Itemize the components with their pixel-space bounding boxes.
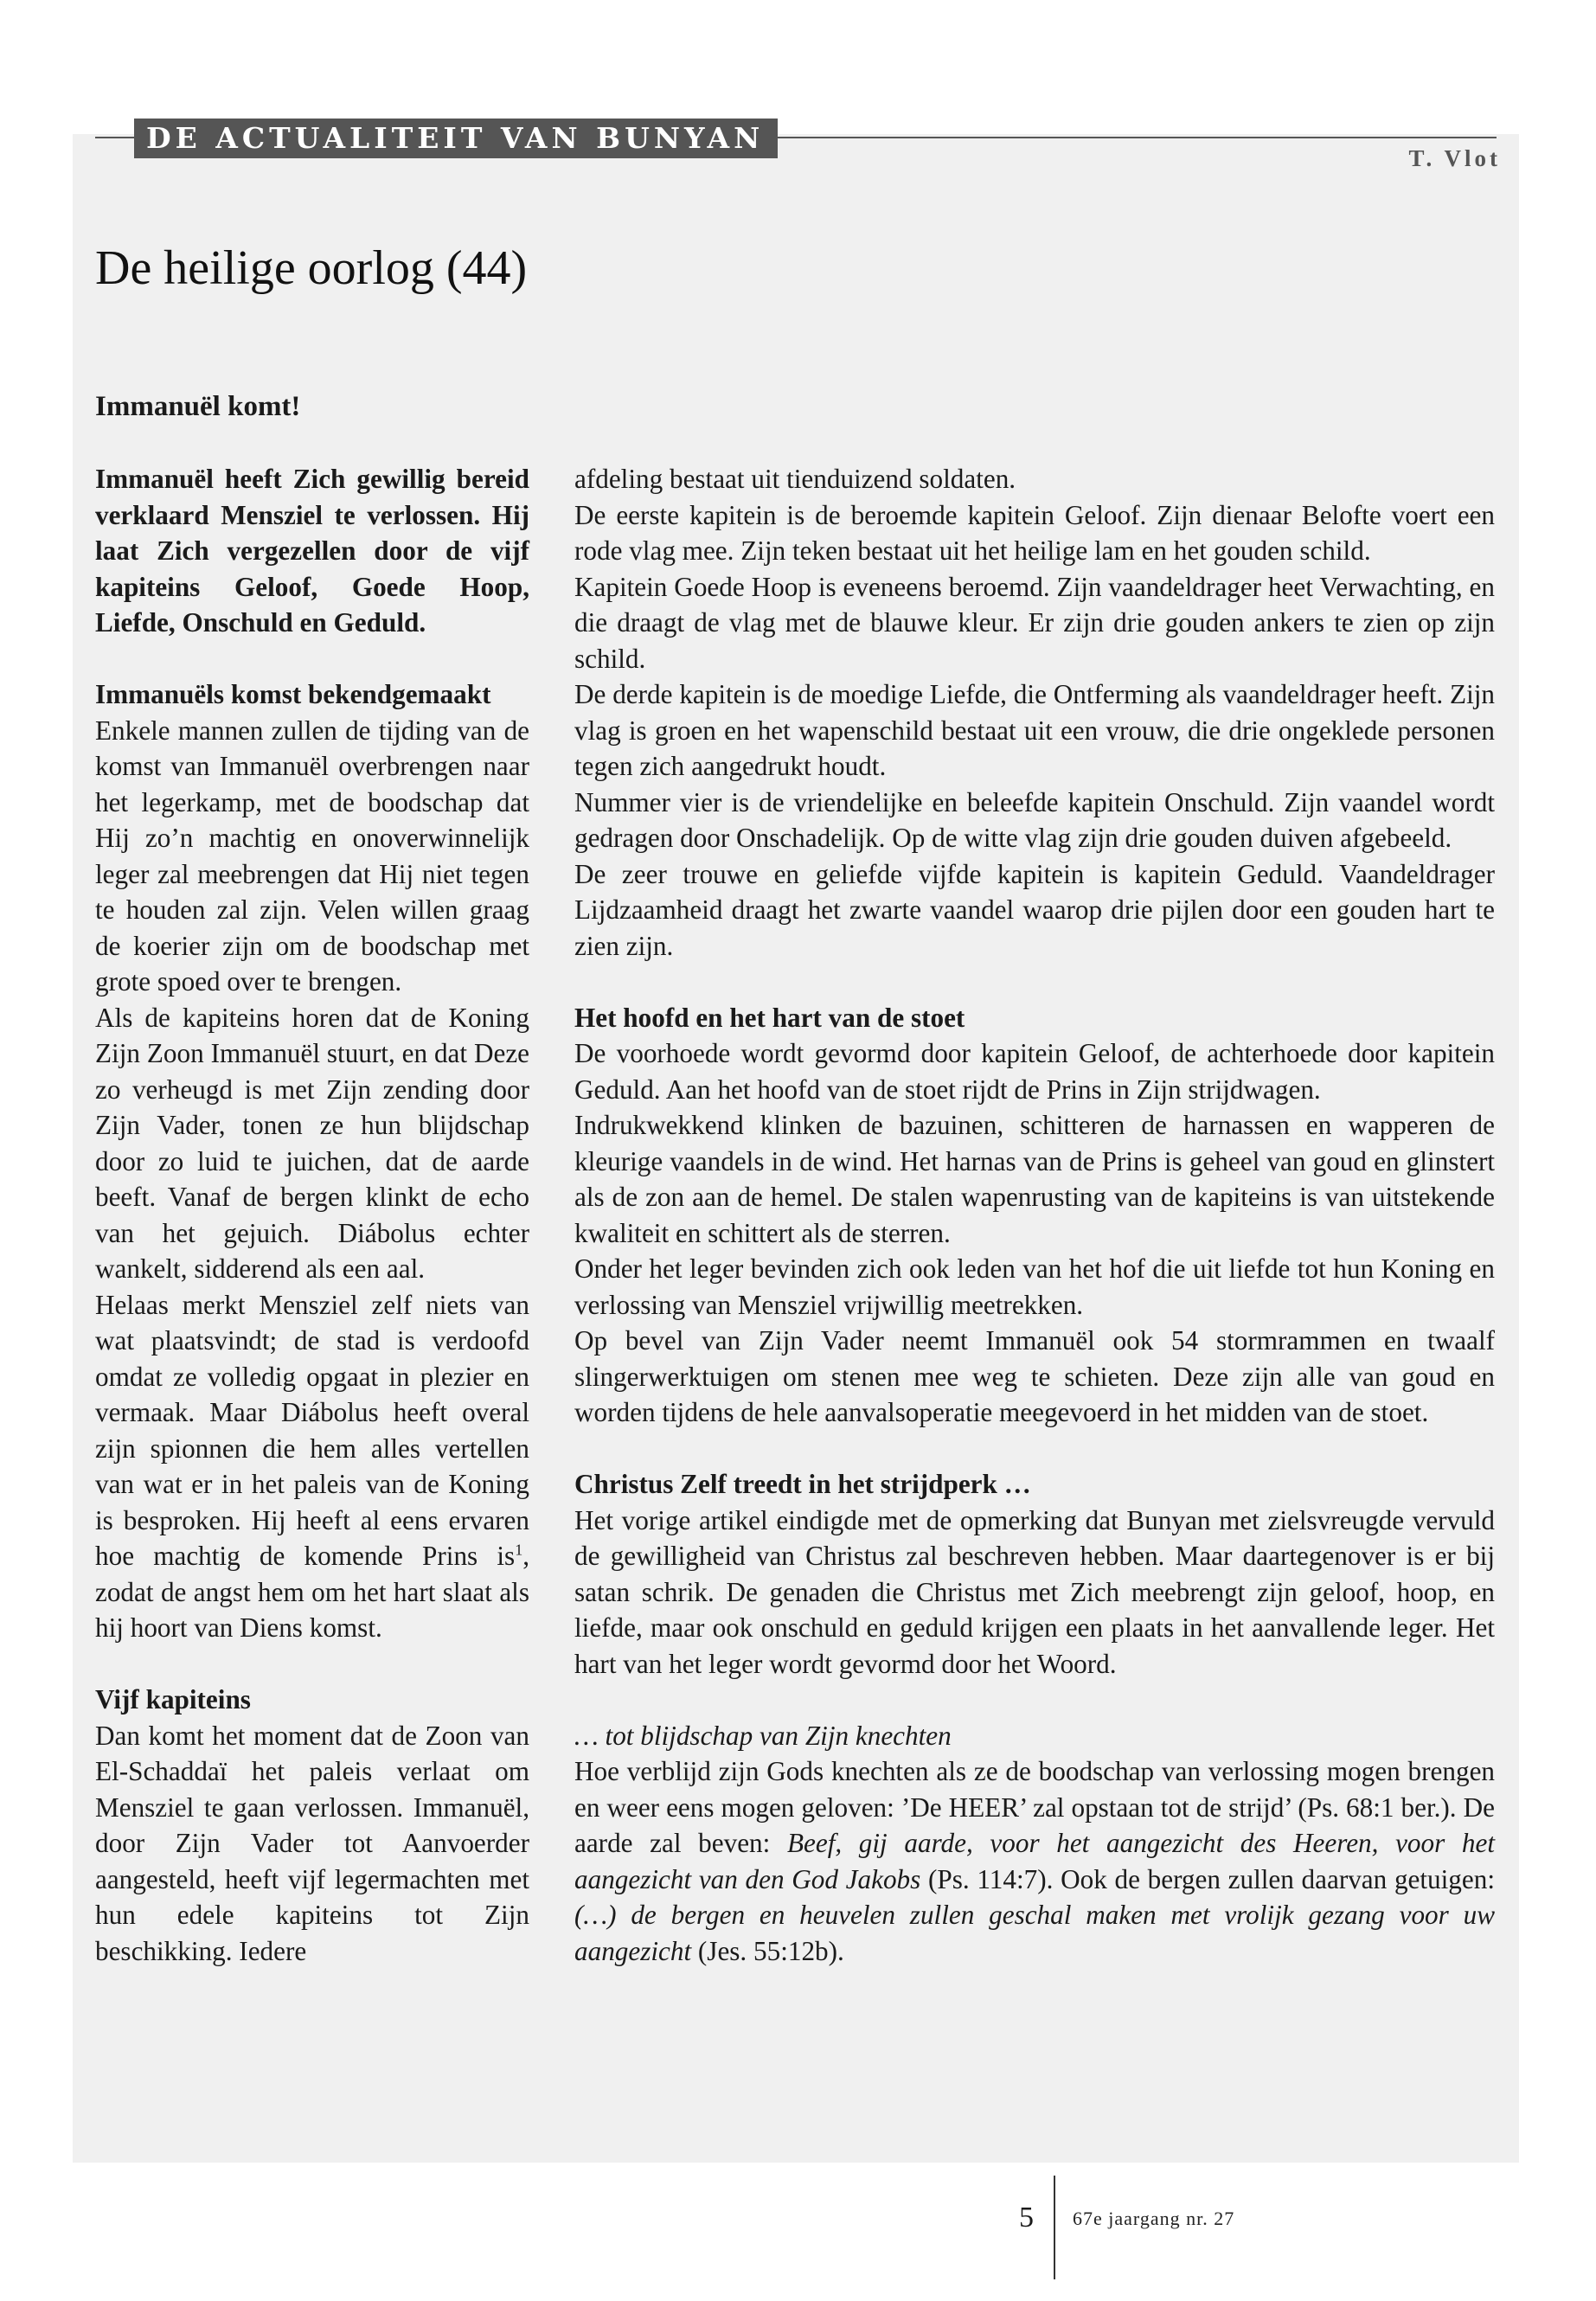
page-footer	[0, 2176, 1596, 2279]
footnote-marker: 1	[515, 1541, 523, 1559]
subheading: Het hoofd en het hart van de stoet	[574, 1002, 965, 1033]
paragraph-text: Hoe verblijd zijn Gods knechten als ze de boodschap van verlossing mogen brengen en weer eens mogen geloven: ’De HEER’ zal opstaan tot de strijd’ (Ps. 68:1 ber.). De aarde zal beven:	[574, 1756, 1495, 1858]
paragraph: Op bevel van Zijn Vader neemt Immanuël ook 54 stormrammen en twaalf slingerwerktuigen om stenen mee weg te schieten. Deze zijn alle van goud en worden tijdens de hele aanvalsoperatie meegevoerd in het midden van de stoet.	[574, 1325, 1495, 1427]
subheading: Immanuëls komst bekendgemaakt	[95, 679, 491, 709]
paragraph: De zeer trouwe en geliefde vijfde kapitein is kapitein Geduld. Vaandeldrager Lijdzaamheid draagt het zwarte vaandel waarop drie pijlen door een gouden hart te zien zijn.	[574, 858, 1495, 961]
paragraph: Dan komt het moment dat de Zoon van El-Schaddaï het paleis verlaat om Mensziel te gaan verlossen. Immanuël, door Zijn Vader tot Aanvoerder aangesteld, heeft vijf legermachten met hun edele kapiteins tot Zijn beschikking. Iedere	[95, 1720, 529, 1966]
paragraph: Nummer vier is de vriendelijke en beleefde kapitein Onschuld. Zijn vaandel wordt gedragen door Onschadelijk. Op de witte vlag zijn drie gouden duiven afgebeeld.	[574, 786, 1495, 853]
author-name: T. Vlot	[1408, 145, 1501, 171]
paragraph	[95, 1287, 529, 1646]
bible-quote: (…) de bergen en heuvelen zullen geschal maken met vrolijk gezang voor uw aangezicht	[574, 1900, 1495, 1966]
footer-divider	[1054, 2176, 1055, 2279]
issue-info: 67e jaargang nr. 27	[1073, 2208, 1235, 2229]
subheading: Vijf kapiteins	[95, 1684, 251, 1715]
article-title: De heilige oorlog (44)	[95, 241, 528, 295]
paragraph-text: (Ps. 114:7). Ook de bergen zullen daarvan getuigen:	[920, 1863, 1495, 1894]
paragraph: Enkele mannen zullen de tijding van de komst van Immanuël overbrengen naar het legerkamp, met de boodschap dat Hij zo’n machtig en onoverwinnelijk leger zal meebrengen dat Hij niet tegen te houden zal zijn. Velen willen graag de koerier zijn om de boodschap met grote spoed over te brengen.	[95, 715, 529, 997]
paragraph: Kapitein Goede Hoop is eveneens beroemd. Zijn vaandeldrager heet Verwachting, en die draagt de vlag met de blauwe kleur. Er zijn drie gouden ankers te zien op zijn schild.	[574, 571, 1495, 674]
paragraph: Het vorige artikel eindigde met de opmerking dat Bunyan met zielsvreugde vervuld de gewilligheid van Christus zal beschreven hebben. Maar daartegenover is er bij satan schrik. De genaden die Christus met Zich meebrengt zijn geloof, hoop, en liefde, maar ook onschuld en geduld krijgen een plaats in het aanvallende leger. Het hart van het leger wordt gevormd door het Woord.	[574, 1504, 1495, 1679]
page-number: 5	[1019, 2202, 1034, 2234]
article-heading: Immanuël komt!	[95, 391, 301, 422]
bible-quote: Beef, gij aarde, voor het aangezicht des Heeren, voor het aangezicht van den God Jakobs	[574, 1828, 1495, 1894]
paragraph: Indrukwekkend klinken de bazuinen, schitteren de harnassen en wapperen de kleurige vaandels in de wind. Het harnas van de Prins is geheel van goud en glinstert als de zon aan de hemel. De stalen wapenrusting van de kapiteins is van uitstekende kwaliteit en schittert als de sterren.	[574, 1110, 1495, 1248]
subheading-italic: … tot blijdschap van Zijn knechten	[574, 1720, 952, 1751]
paragraph-text: , zodat de angst hem om het hart slaat als hij hoort van Diens komst.	[95, 1541, 529, 1643]
right-column	[574, 461, 1495, 1969]
paragraph: Onder het leger bevinden zich ook leden van het hof die uit liefde tot hun Koning en verlossing van Mensziel vrijwillig meetrekken.	[574, 1253, 1495, 1320]
intro-paragraph: Immanuël heeft Zich gewillig bereid verklaard Mensziel te verlossen. Hij laat Zich vergezellen door de vijf kapiteins Geloof, Goede Hoop, Liefde, Onschuld en Geduld.	[95, 464, 529, 638]
paragraph: De derde kapitein is de moedige Liefde, die Ontferming als vaandeldrager heeft. Zijn vlag is groen en het wapenschild bestaat uit een vrouw, die drie ongeklede personen tegen zich aangedrukt houdt.	[574, 679, 1495, 781]
paragraph: De voorhoede wordt gevormd door kapitein Geloof, de achterhoede door kapitein Geduld. Aan het hoofd van de stoet rijdt de Prins in Zijn strijdwagen.	[574, 1038, 1495, 1105]
paragraph: afdeling bestaat uit tienduizend soldaten.	[574, 464, 1016, 494]
section-label: DE ACTUALITEIT VAN BUNYAN	[134, 119, 778, 158]
paragraph: De eerste kapitein is de beroemde kapitein Geloof. Zijn dienaar Belofte voert een rode vlag mee. Zijn teken bestaat uit het heilige lam en het gouden schild.	[574, 499, 1495, 566]
paragraph	[574, 1753, 1495, 1969]
left-column	[95, 461, 529, 1969]
paragraph-text: (Jes. 55:12b).	[691, 1935, 844, 1966]
subheading: Christus Zelf treedt in het strijdperk …	[574, 1469, 1031, 1499]
paragraph: Als de kapiteins horen dat de Koning Zijn Zoon Immanuël stuurt, en dat Deze zo verheugd is met Zijn zending door Zijn Vader, tonen ze hun blijdschap door zo luid te juichen, dat de aarde beeft. Vanaf de bergen klinkt de echo van het gejuich. Diábolus echter wankelt, sidderend als een aal.	[95, 1002, 529, 1284]
paragraph-text: Helaas merkt Mensziel zelf niets van wat plaatsvindt; de stad is verdoofd omdat ze volledig opgaat in plezier en vermaak. Maar Diábolus heeft overal zijn spionnen die hem alles vertellen van wat er in het paleis van de Koning is besproken. Hij heeft al eens ervaren hoe machtig de komende Prins is	[95, 1289, 529, 1571]
